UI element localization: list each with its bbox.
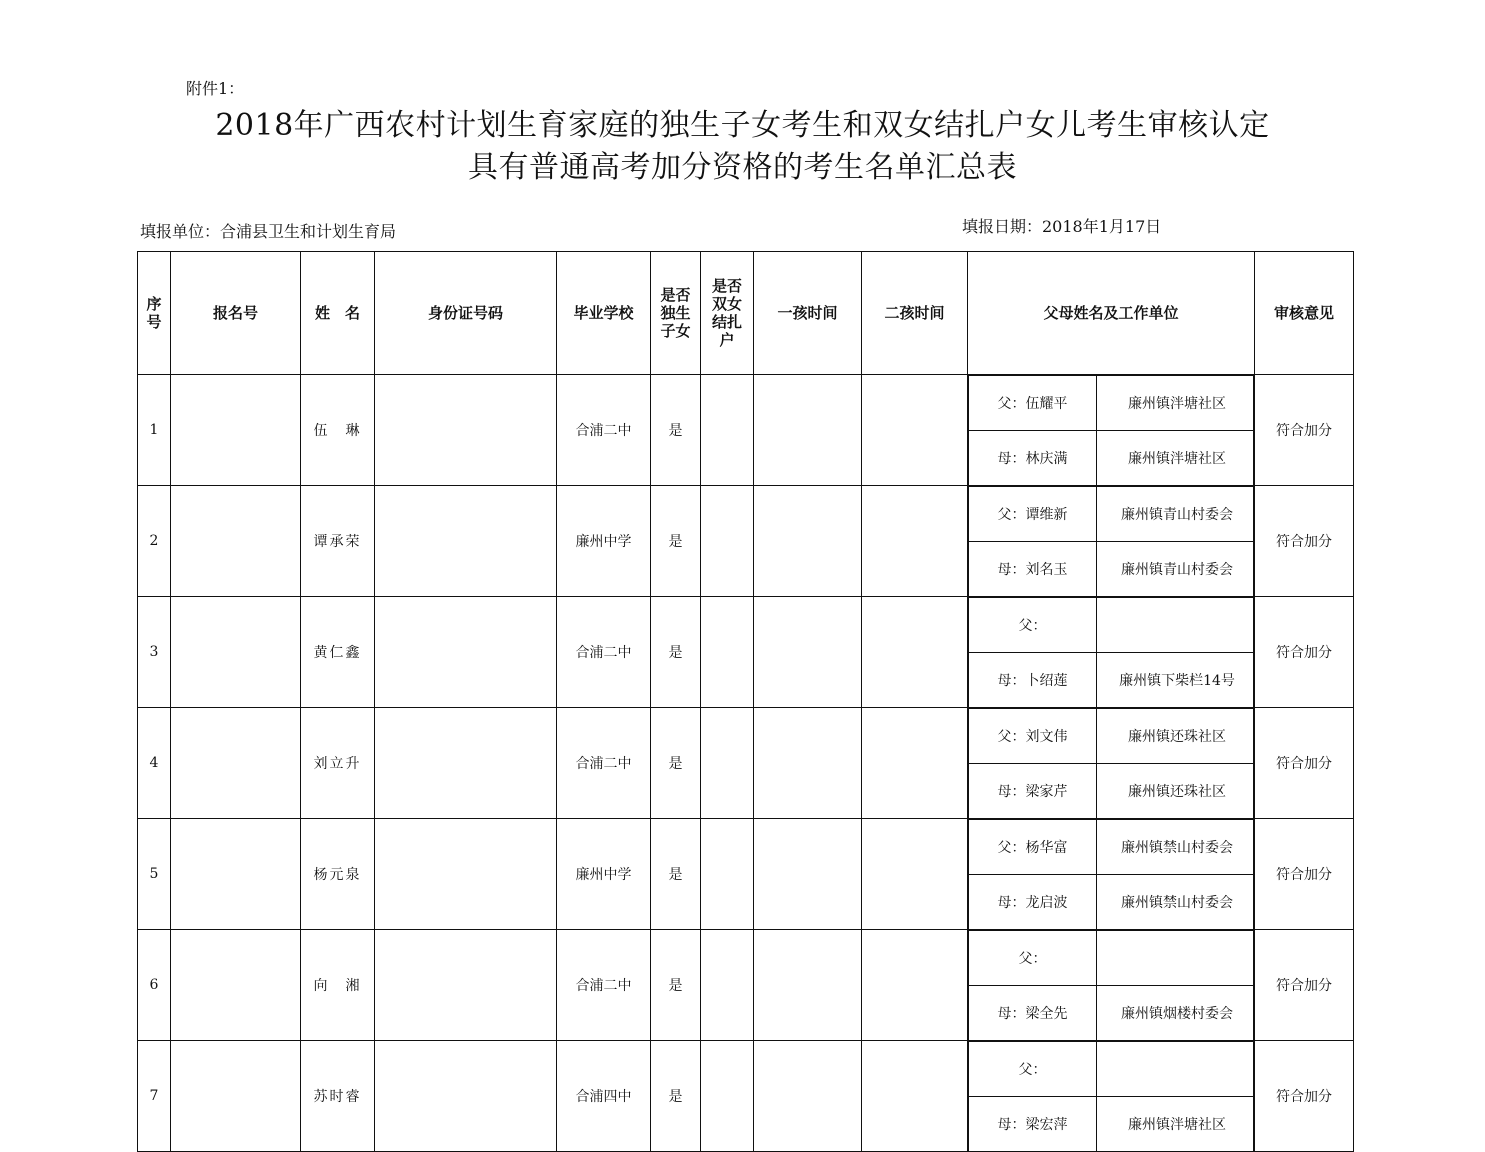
cell-review: 符合加分 <box>1255 1041 1354 1152</box>
col-header-school: 毕业学校 <box>557 252 651 375</box>
table-row <box>138 375 1354 486</box>
cell-school: 合浦二中 <box>557 597 651 708</box>
father-name: 父： <box>969 598 1097 653</box>
col-header-seq: 序号 <box>138 252 171 375</box>
mother-name: 母：刘名玉 <box>969 542 1097 597</box>
col-header-name: 姓 名 <box>301 252 375 375</box>
cell-reg-no <box>171 1041 301 1152</box>
cell-two-daughters <box>701 930 754 1041</box>
table-row <box>138 819 1354 930</box>
cell-id-no <box>375 819 557 930</box>
table-row <box>138 486 1354 597</box>
cell-parents <box>968 375 1255 486</box>
cell-first-child <box>754 375 862 486</box>
cell-reg-no <box>171 597 301 708</box>
cell-id-no <box>375 486 557 597</box>
mother-unit: 廉州镇泮塘社区 <box>1097 431 1254 486</box>
father-unit: 廉州镇还珠社区 <box>1097 709 1254 764</box>
father-name: 父：伍耀平 <box>969 376 1097 431</box>
mother-unit: 廉州镇泮塘社区 <box>1097 1097 1254 1152</box>
cell-seq: 4 <box>138 708 171 819</box>
father-unit: 廉州镇青山村委会 <box>1097 487 1254 542</box>
cell-reg-no <box>171 930 301 1041</box>
table-row <box>138 1041 1354 1152</box>
cell-name: 杨元泉 <box>301 819 375 930</box>
mother-unit: 廉州镇烟楼村委会 <box>1097 986 1254 1041</box>
col-header-reg-no: 报名号 <box>171 252 301 375</box>
cell-two-daughters <box>701 375 754 486</box>
col-header-parents: 父母姓名及工作单位 <box>968 252 1255 375</box>
cell-seq: 7 <box>138 1041 171 1152</box>
cell-two-daughters <box>701 1041 754 1152</box>
cell-second-child <box>862 375 968 486</box>
col-header-first-child: 一孩时间 <box>754 252 862 375</box>
cell-two-daughters <box>701 819 754 930</box>
cell-review: 符合加分 <box>1255 375 1354 486</box>
cell-seq: 1 <box>138 375 171 486</box>
mother-name: 母：梁家芹 <box>969 764 1097 819</box>
cell-school: 合浦二中 <box>557 930 651 1041</box>
cell-second-child <box>862 486 968 597</box>
father-unit: 廉州镇泮塘社区 <box>1097 376 1254 431</box>
cell-first-child <box>754 819 862 930</box>
cell-school: 廉州中学 <box>557 486 651 597</box>
cell-id-no <box>375 1041 557 1152</box>
cell-school: 合浦二中 <box>557 375 651 486</box>
col-header-second-child: 二孩时间 <box>862 252 968 375</box>
cell-name: 谭承荣 <box>301 486 375 597</box>
col-header-two-daughters: 是否双女结扎户 <box>701 252 754 375</box>
attachment-label: 附件1： <box>186 79 245 98</box>
cell-seq: 2 <box>138 486 171 597</box>
cell-first-child <box>754 597 862 708</box>
cell-review: 符合加分 <box>1255 819 1354 930</box>
cell-school: 合浦二中 <box>557 708 651 819</box>
cell-seq: 6 <box>138 930 171 1041</box>
mother-unit: 廉州镇下柴栏14号 <box>1097 653 1254 708</box>
cell-id-no <box>375 375 557 486</box>
cell-review: 符合加分 <box>1255 486 1354 597</box>
mother-name: 母：龙启波 <box>969 875 1097 930</box>
col-header-id-no: 身份证号码 <box>375 252 557 375</box>
mother-name: 母：梁宏萍 <box>969 1097 1097 1152</box>
cell-name: 刘立升 <box>301 708 375 819</box>
mother-unit: 廉州镇禁山村委会 <box>1097 875 1254 930</box>
cell-id-no <box>375 708 557 819</box>
cell-parents <box>968 930 1255 1041</box>
mother-unit: 廉州镇还珠社区 <box>1097 764 1254 819</box>
cell-seq: 5 <box>138 819 171 930</box>
father-unit <box>1097 931 1254 986</box>
father-name: 父：谭维新 <box>969 487 1097 542</box>
father-name: 父： <box>969 931 1097 986</box>
cell-second-child <box>862 1041 968 1152</box>
cell-first-child <box>754 708 862 819</box>
cell-two-daughters <box>701 597 754 708</box>
father-name: 父： <box>969 1042 1097 1097</box>
cell-school: 廉州中学 <box>557 819 651 930</box>
cell-second-child <box>862 708 968 819</box>
table-row <box>138 708 1354 819</box>
cell-review: 符合加分 <box>1255 930 1354 1041</box>
cell-parents <box>968 819 1255 930</box>
cell-first-child <box>754 1041 862 1152</box>
cell-review: 符合加分 <box>1255 708 1354 819</box>
table-row <box>138 930 1354 1041</box>
father-unit <box>1097 1042 1254 1097</box>
cell-only-child: 是 <box>651 1041 701 1152</box>
cell-parents <box>968 486 1255 597</box>
cell-name: 伍 琳 <box>301 375 375 486</box>
cell-reg-no <box>171 486 301 597</box>
cell-reg-no <box>171 819 301 930</box>
reporting-unit: 填报单位：合浦县卫生和计划生育局 <box>140 222 397 241</box>
col-header-only-child: 是否独生子女 <box>651 252 701 375</box>
father-name: 父：刘文伟 <box>969 709 1097 764</box>
cell-reg-no <box>171 708 301 819</box>
cell-reg-no <box>171 375 301 486</box>
father-name: 父：杨华富 <box>969 820 1097 875</box>
cell-parents <box>968 708 1255 819</box>
mother-name: 母：林庆满 <box>969 431 1097 486</box>
cell-only-child: 是 <box>651 708 701 819</box>
cell-id-no <box>375 930 557 1041</box>
cell-only-child: 是 <box>651 597 701 708</box>
cell-name: 黄仁鑫 <box>301 597 375 708</box>
cell-second-child <box>862 930 968 1041</box>
cell-first-child <box>754 486 862 597</box>
mother-name: 母：卜绍莲 <box>969 653 1097 708</box>
cell-id-no <box>375 597 557 708</box>
table-header-row <box>138 252 1354 375</box>
table-row <box>138 597 1354 708</box>
mother-unit: 廉州镇青山村委会 <box>1097 542 1254 597</box>
cell-two-daughters <box>701 486 754 597</box>
cell-second-child <box>862 597 968 708</box>
col-header-review: 审核意见 <box>1255 252 1354 375</box>
page-subtitle: 具有普通高考加分资格的考生名单汇总表 <box>468 150 1017 185</box>
page-title: 2018年广西农村计划生育家庭的独生子女考生和双女结扎户女儿考生审核认定 <box>215 108 1270 143</box>
cell-two-daughters <box>701 708 754 819</box>
cell-only-child: 是 <box>651 819 701 930</box>
cell-parents <box>968 597 1255 708</box>
father-unit <box>1097 598 1254 653</box>
cell-review: 符合加分 <box>1255 597 1354 708</box>
cell-name: 苏时睿 <box>301 1041 375 1152</box>
reporting-date: 填报日期：2018年1月17日 <box>962 217 1162 236</box>
cell-only-child: 是 <box>651 375 701 486</box>
cell-name: 向 湘 <box>301 930 375 1041</box>
cell-second-child <box>862 819 968 930</box>
cell-only-child: 是 <box>651 486 701 597</box>
cell-seq: 3 <box>138 597 171 708</box>
cell-school: 合浦四中 <box>557 1041 651 1152</box>
mother-name: 母：梁全先 <box>969 986 1097 1041</box>
candidate-table <box>137 251 1354 1152</box>
father-unit: 廉州镇禁山村委会 <box>1097 820 1254 875</box>
cell-only-child: 是 <box>651 930 701 1041</box>
cell-parents <box>968 1041 1255 1152</box>
cell-first-child <box>754 930 862 1041</box>
